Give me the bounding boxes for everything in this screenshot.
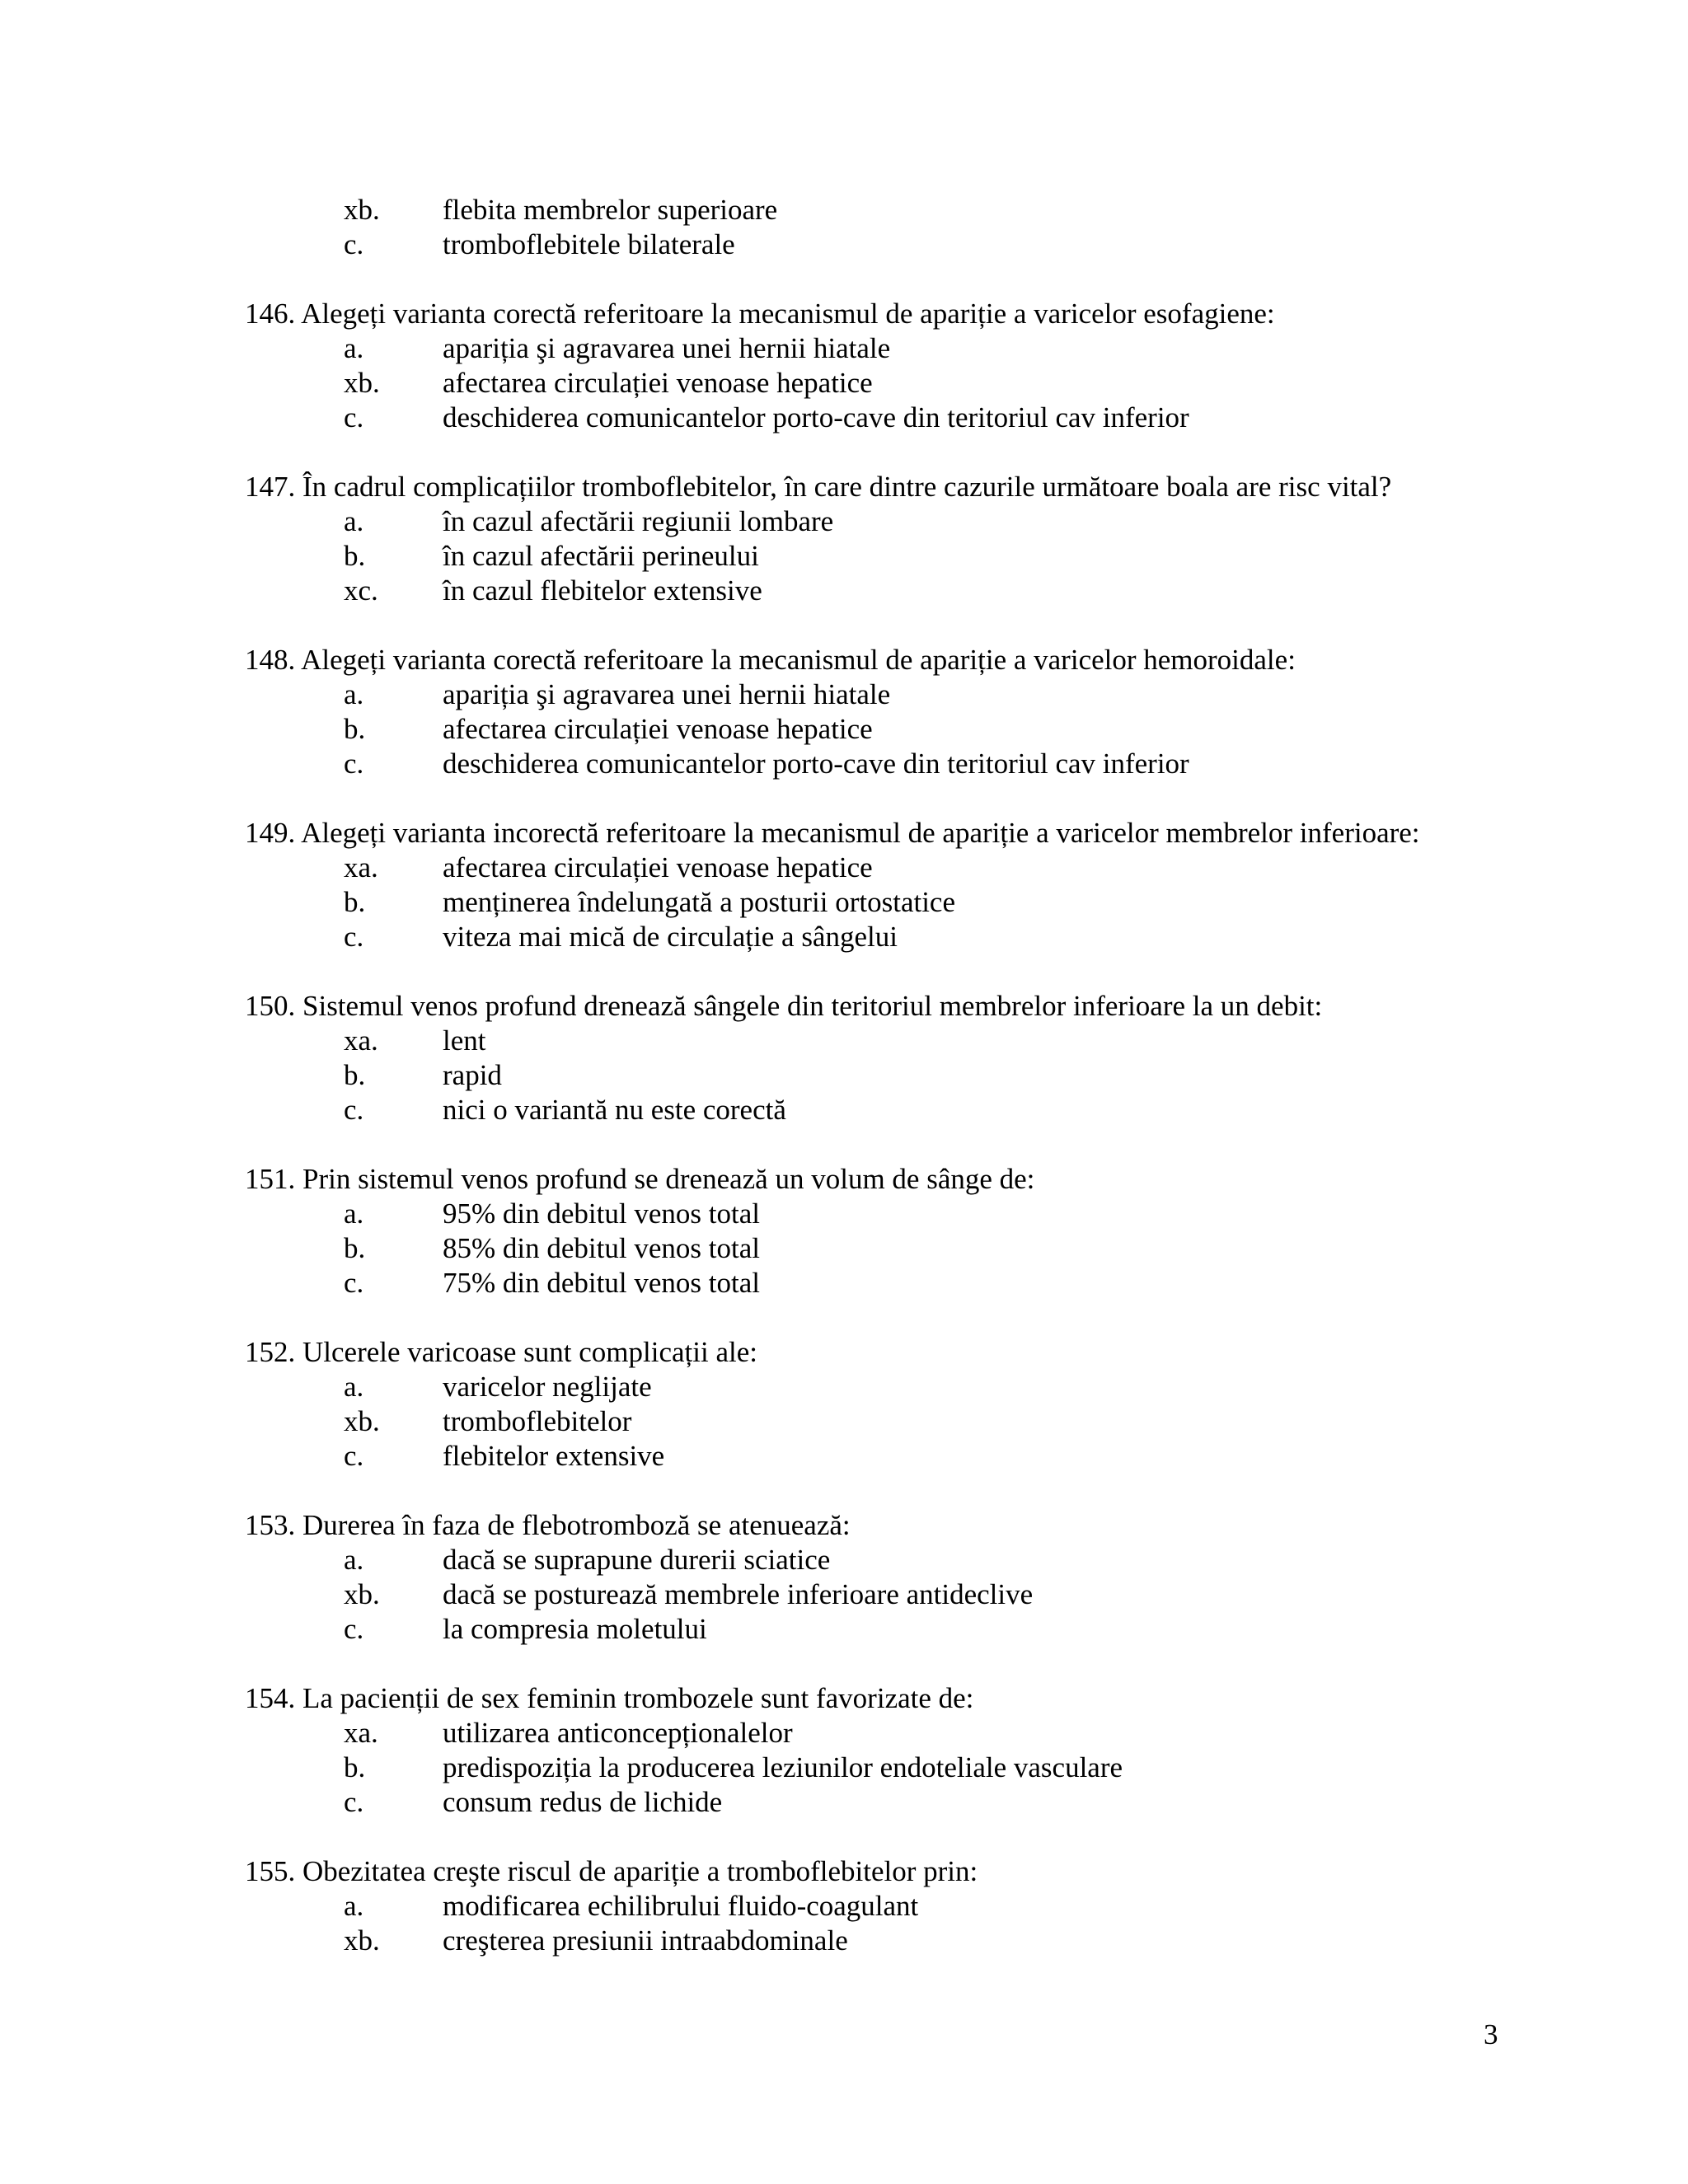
option-text: tromboflebitele bilaterale	[443, 228, 735, 260]
option-letter: c.	[344, 1786, 364, 1818]
option-letter: c.	[344, 921, 364, 953]
option-letter: a.	[344, 1197, 364, 1230]
option-item	[245, 1612, 1531, 1647]
option-item	[245, 1058, 1531, 1093]
option-letter: b.	[344, 1059, 366, 1091]
option-letter: c.	[344, 1613, 364, 1645]
question-153	[245, 1508, 1531, 1647]
option-item	[245, 1543, 1531, 1577]
option-text: rapid	[443, 1059, 502, 1091]
option-item	[245, 539, 1531, 574]
option-text: varicelor neglijate	[443, 1371, 652, 1403]
option-item	[245, 712, 1531, 747]
option-item	[245, 1231, 1531, 1266]
option-item	[245, 747, 1531, 781]
option-item	[245, 1889, 1531, 1924]
option-text: predispoziția la producerea leziunilor endoteliale vasculare	[443, 1751, 1123, 1783]
option-letter: b.	[344, 713, 366, 745]
question-text: 148. Alegeți varianta corectă referitoare la mecanismul de apariție a varicelor hemoroidale:	[245, 644, 1296, 676]
option-letter: xb.	[344, 367, 380, 399]
option-text: 95% din debitul venos total	[443, 1197, 760, 1230]
option-text: deschiderea comunicantelor porto-cave din teritoriul cav inferior	[443, 401, 1189, 434]
option-letter: c.	[344, 1094, 364, 1126]
option-text: în cazul afectării perineului	[443, 540, 759, 572]
option-text: apariția şi agravarea unei hernii hiatale	[443, 678, 891, 710]
option-letter: xb.	[344, 194, 380, 226]
question-146	[245, 297, 1531, 435]
option-letter: xa.	[344, 851, 378, 883]
option-item	[245, 227, 1531, 262]
option-item	[245, 1716, 1531, 1750]
option-text: afectarea circulației venoase hepatice	[443, 851, 873, 883]
question-list	[245, 193, 1531, 1958]
option-letter: xa.	[344, 1024, 378, 1057]
option-letter: xc.	[344, 574, 378, 607]
option-item	[245, 1266, 1531, 1301]
option-text: afectarea circulației venoase hepatice	[443, 713, 873, 745]
option-letter: a.	[344, 1371, 364, 1403]
option-letter: a.	[344, 505, 364, 537]
option-item	[245, 331, 1531, 366]
option-item	[245, 1577, 1531, 1612]
option-text: 75% din debitul venos total	[443, 1267, 760, 1299]
option-item	[245, 1439, 1531, 1474]
question-154	[245, 1681, 1531, 1820]
option-text: apariția şi agravarea unei hernii hiatale	[443, 332, 891, 364]
question-text: 147. În cadrul complicațiilor tromboflebitelor, în care dintre cazurile următoare boala are risc vital?	[245, 471, 1392, 503]
question-text: 149. Alegeți varianta incorectă referitoare la mecanismul de apariție a varicelor membrelor inferioare:	[245, 817, 1420, 849]
option-item	[245, 574, 1531, 608]
option-text: flebitelor extensive	[443, 1440, 665, 1472]
option-text: în cazul afectării regiunii lombare	[443, 505, 834, 537]
option-item	[245, 1024, 1531, 1058]
option-text: utilizarea anticoncepționalelor	[443, 1717, 793, 1749]
question-text: 150. Sistemul venos profund drenează sângele din teritoriul membrelor inferioare la un debit:	[245, 990, 1323, 1022]
option-text: creşterea presiunii intraabdominale	[443, 1924, 848, 1957]
option-item	[245, 1197, 1531, 1231]
option-item	[245, 851, 1531, 885]
option-text: nici o variantă nu este corectă	[443, 1094, 786, 1126]
question-155	[245, 1854, 1531, 1958]
option-letter: b.	[344, 886, 366, 918]
option-letter: c.	[344, 1440, 364, 1472]
option-letter: a.	[344, 1890, 364, 1922]
option-item	[245, 1924, 1531, 1958]
option-item	[245, 1370, 1531, 1404]
option-letter: xb.	[344, 1405, 380, 1437]
option-letter: xa.	[344, 1717, 378, 1749]
option-letter: a.	[344, 1544, 364, 1576]
option-text: lent	[443, 1024, 486, 1057]
option-text: flebita membrelor superioare	[443, 194, 778, 226]
option-letter: c.	[344, 401, 364, 434]
option-letter: xb.	[344, 1578, 380, 1610]
option-text: afectarea circulației venoase hepatice	[443, 367, 873, 399]
option-letter: a.	[344, 332, 364, 364]
option-text: în cazul flebitelor extensive	[443, 574, 762, 607]
option-letter: c.	[344, 748, 364, 780]
option-letter: a.	[344, 678, 364, 710]
question-150	[245, 989, 1531, 1127]
question-149	[245, 816, 1531, 954]
question-text: 151. Prin sistemul venos profund se drenează un volum de sânge de:	[245, 1163, 1035, 1195]
option-item	[245, 193, 1531, 227]
question-151	[245, 1162, 1531, 1301]
question-continuation	[245, 193, 1531, 262]
option-text: modificarea echilibrului fluido-coagulant	[443, 1890, 919, 1922]
option-text: menținerea îndelungată a posturii ortostatice	[443, 886, 956, 918]
option-letter: c.	[344, 1267, 364, 1299]
option-text: tromboflebitelor	[443, 1405, 632, 1437]
option-item	[245, 1404, 1531, 1439]
question-text: 155. Obezitatea creşte riscul de apariție a tromboflebitelor prin:	[245, 1855, 978, 1887]
option-letter: b.	[344, 1751, 366, 1783]
option-item	[245, 677, 1531, 712]
question-text: 153. Durerea în faza de flebotromboză se atenuează:	[245, 1509, 851, 1541]
question-text: 146. Alegeți varianta corectă referitoare la mecanismul de apariție a varicelor esofagiene:	[245, 298, 1275, 330]
option-letter: b.	[344, 1232, 366, 1264]
option-item	[245, 1750, 1531, 1785]
option-item	[245, 1785, 1531, 1820]
option-item	[245, 366, 1531, 401]
option-item	[245, 401, 1531, 435]
option-text: deschiderea comunicantelor porto-cave din teritoriul cav inferior	[443, 748, 1189, 780]
question-147	[245, 470, 1531, 608]
option-text: la compresia moletului	[443, 1613, 707, 1645]
option-letter: c.	[344, 228, 364, 260]
option-letter: xb.	[344, 1924, 380, 1957]
option-text: dacă se suprapune durerii sciatice	[443, 1544, 831, 1576]
question-148	[245, 643, 1531, 781]
option-letter: b.	[344, 540, 366, 572]
question-152	[245, 1335, 1531, 1474]
option-item	[245, 885, 1531, 920]
option-item	[245, 1093, 1531, 1127]
option-item	[245, 920, 1531, 954]
question-text: 154. La pacienții de sex feminin trombozele sunt favorizate de:	[245, 1682, 974, 1714]
page-number: 3	[1484, 2018, 1498, 2050]
option-text: consum redus de lichide	[443, 1786, 723, 1818]
option-text: 85% din debitul venos total	[443, 1232, 760, 1264]
question-text: 152. Ulcerele varicoase sunt complicații ale:	[245, 1336, 757, 1368]
option-text: viteza mai mică de circulație a sângelui	[443, 921, 898, 953]
option-text: dacă se posturează membrele inferioare antideclive	[443, 1578, 1034, 1610]
option-item	[245, 504, 1531, 539]
